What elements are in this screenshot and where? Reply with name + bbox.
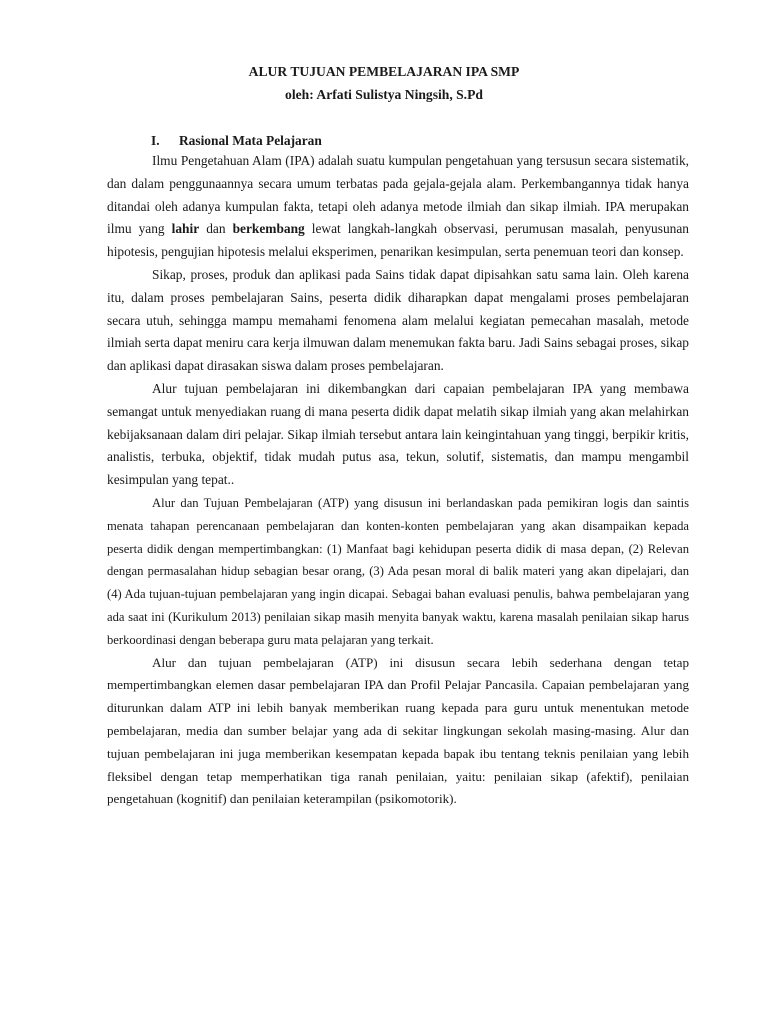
paragraph-4: Alur dan Tujuan Pembelajaran (ATP) yang disusun ini berlandaskan pada pemikiran logis dan saintis menata tahapan perencanaan pembelajaran dan konten-konten pembelajaran yang akan disampaikan kepada peserta didik dengan mempertimbangkan: (1) Manfaat bagi kehidupan peserta didik di masa depan, (2) Relevan dengan permasalahan hidup sebagian besar orang, (3) Ada pesan moral di balik materi yang akan dipelajari, dan (4) Ada tujuan-tujuan pembelajaran yang ingin dicapai. Sebagai bahan evaluasi penulis, bahwa pembelajaran yang ada saat ini (Kurikulum 2013) penilaian sikap masih menyita banyak waktu, karena masalah penilaian sikap harus berkoordinasi dengan beberapa guru mata pelajaran yang terkait. [107,495,689,647]
section-heading [151,133,322,149]
paragraph-3: Alur tujuan pembelajaran ini dikembangkan dari capaian pembelajaran IPA yang membawa semangat untuk menyediakan ruang di mana peserta didik dapat melatih sikap ilmiah yang akan melahirkan kebijaksanaan dalam diri pelajar. Sikap ilmiah tersebut antara lain keingintahuan yang tinggi, berpikir kritis, analistis, terbuka, objektif, tidak mudah putus asa, tekun, solutif, sistematis, dan mampu mengambil kesimpulan yang tepat.. [107,380,689,488]
section-number: I. [151,133,160,148]
paragraph-5: Alur dan tujuan pembelajaran (ATP) ini disusun secara lebih sederhana dengan tetap mempertimbangkan elemen dasar pembelajaran IPA dan Profil Pelajar Pancasila. Capaian pembelajaran yang diturunkan dalam ATP ini lebih banyak memberikan ruang kepada para guru untuk menentukan metode pembelajaran, media dan sumber belajar yang ada di sekitar lingkungan sekolah masing-masing. Alur dan tujuan pembelajaran ini juga memberikan kesempatan kepada bapak ibu tentang teknis penilaian yang lebih fleksibel dengan tetap memperhatikan tiga ranah penilaian, yaitu: penilaian sikap (afektif), penilaian pengetahuan (kognitif) dan penilaian keterampilan (psikomotorik). [107,654,689,807]
author-line: oleh: Arfati Sulistya Ningsih, S.Pd [285,87,483,102]
emphasis-lahir: lahir [171,221,200,237]
document-title: ALUR TUJUAN PEMBELAJARAN IPA SMP [248,64,520,79]
paragraph-1-text-a: Ilmu Pengetahuan Alam (IPA) adalah suatu kumpulan pengetahuan yang tersusun secara sistematik, dan dalam penggunaannya secara umum terbatas pada gejala-gejala alam. Perkembangannya tidak hanya ditandai oleh adanya kumpulan fakta, tetapi oleh adanya metode ilmiah dan sikap ilmiah. IPA merupakan ilmu yang [107,153,689,237]
paragraph-1-text-c: lewat langkah-langkah observasi, perumusan masalah, penyusunan hipotesis, pengujian hipotesis melalui eksperimen, penarikan kesimpulan, serta penemuan teori dan konsep. [107,221,689,260]
section-title: Rasional Mata Pelajaran [179,133,322,148]
paragraph-1-text-b: dan [199,221,233,237]
paragraph-2: Sikap, proses, produk dan aplikasi pada Sains tidak dapat dipisahkan satu sama lain. Oleh karena itu, dalam proses pembelajaran Sains, peserta didik diharapkan dapat mengalami proses pembelajaran secara utuh, sehingga mampu memahami fenomena alam melalui kegiatan pemecahan masalah, metode ilmiah serta dapat meniru cara kerja ilmuwan dalam menemukan fakta baru. Jadi Sains sebagai proses, sikap dan aplikasi dapat dirasakan siswa dalam proses pembelajaran. [107,266,689,374]
paragraph-1 [107,150,689,264]
section-body [107,150,689,811]
emphasis-berkembang: berkembang [232,221,305,237]
